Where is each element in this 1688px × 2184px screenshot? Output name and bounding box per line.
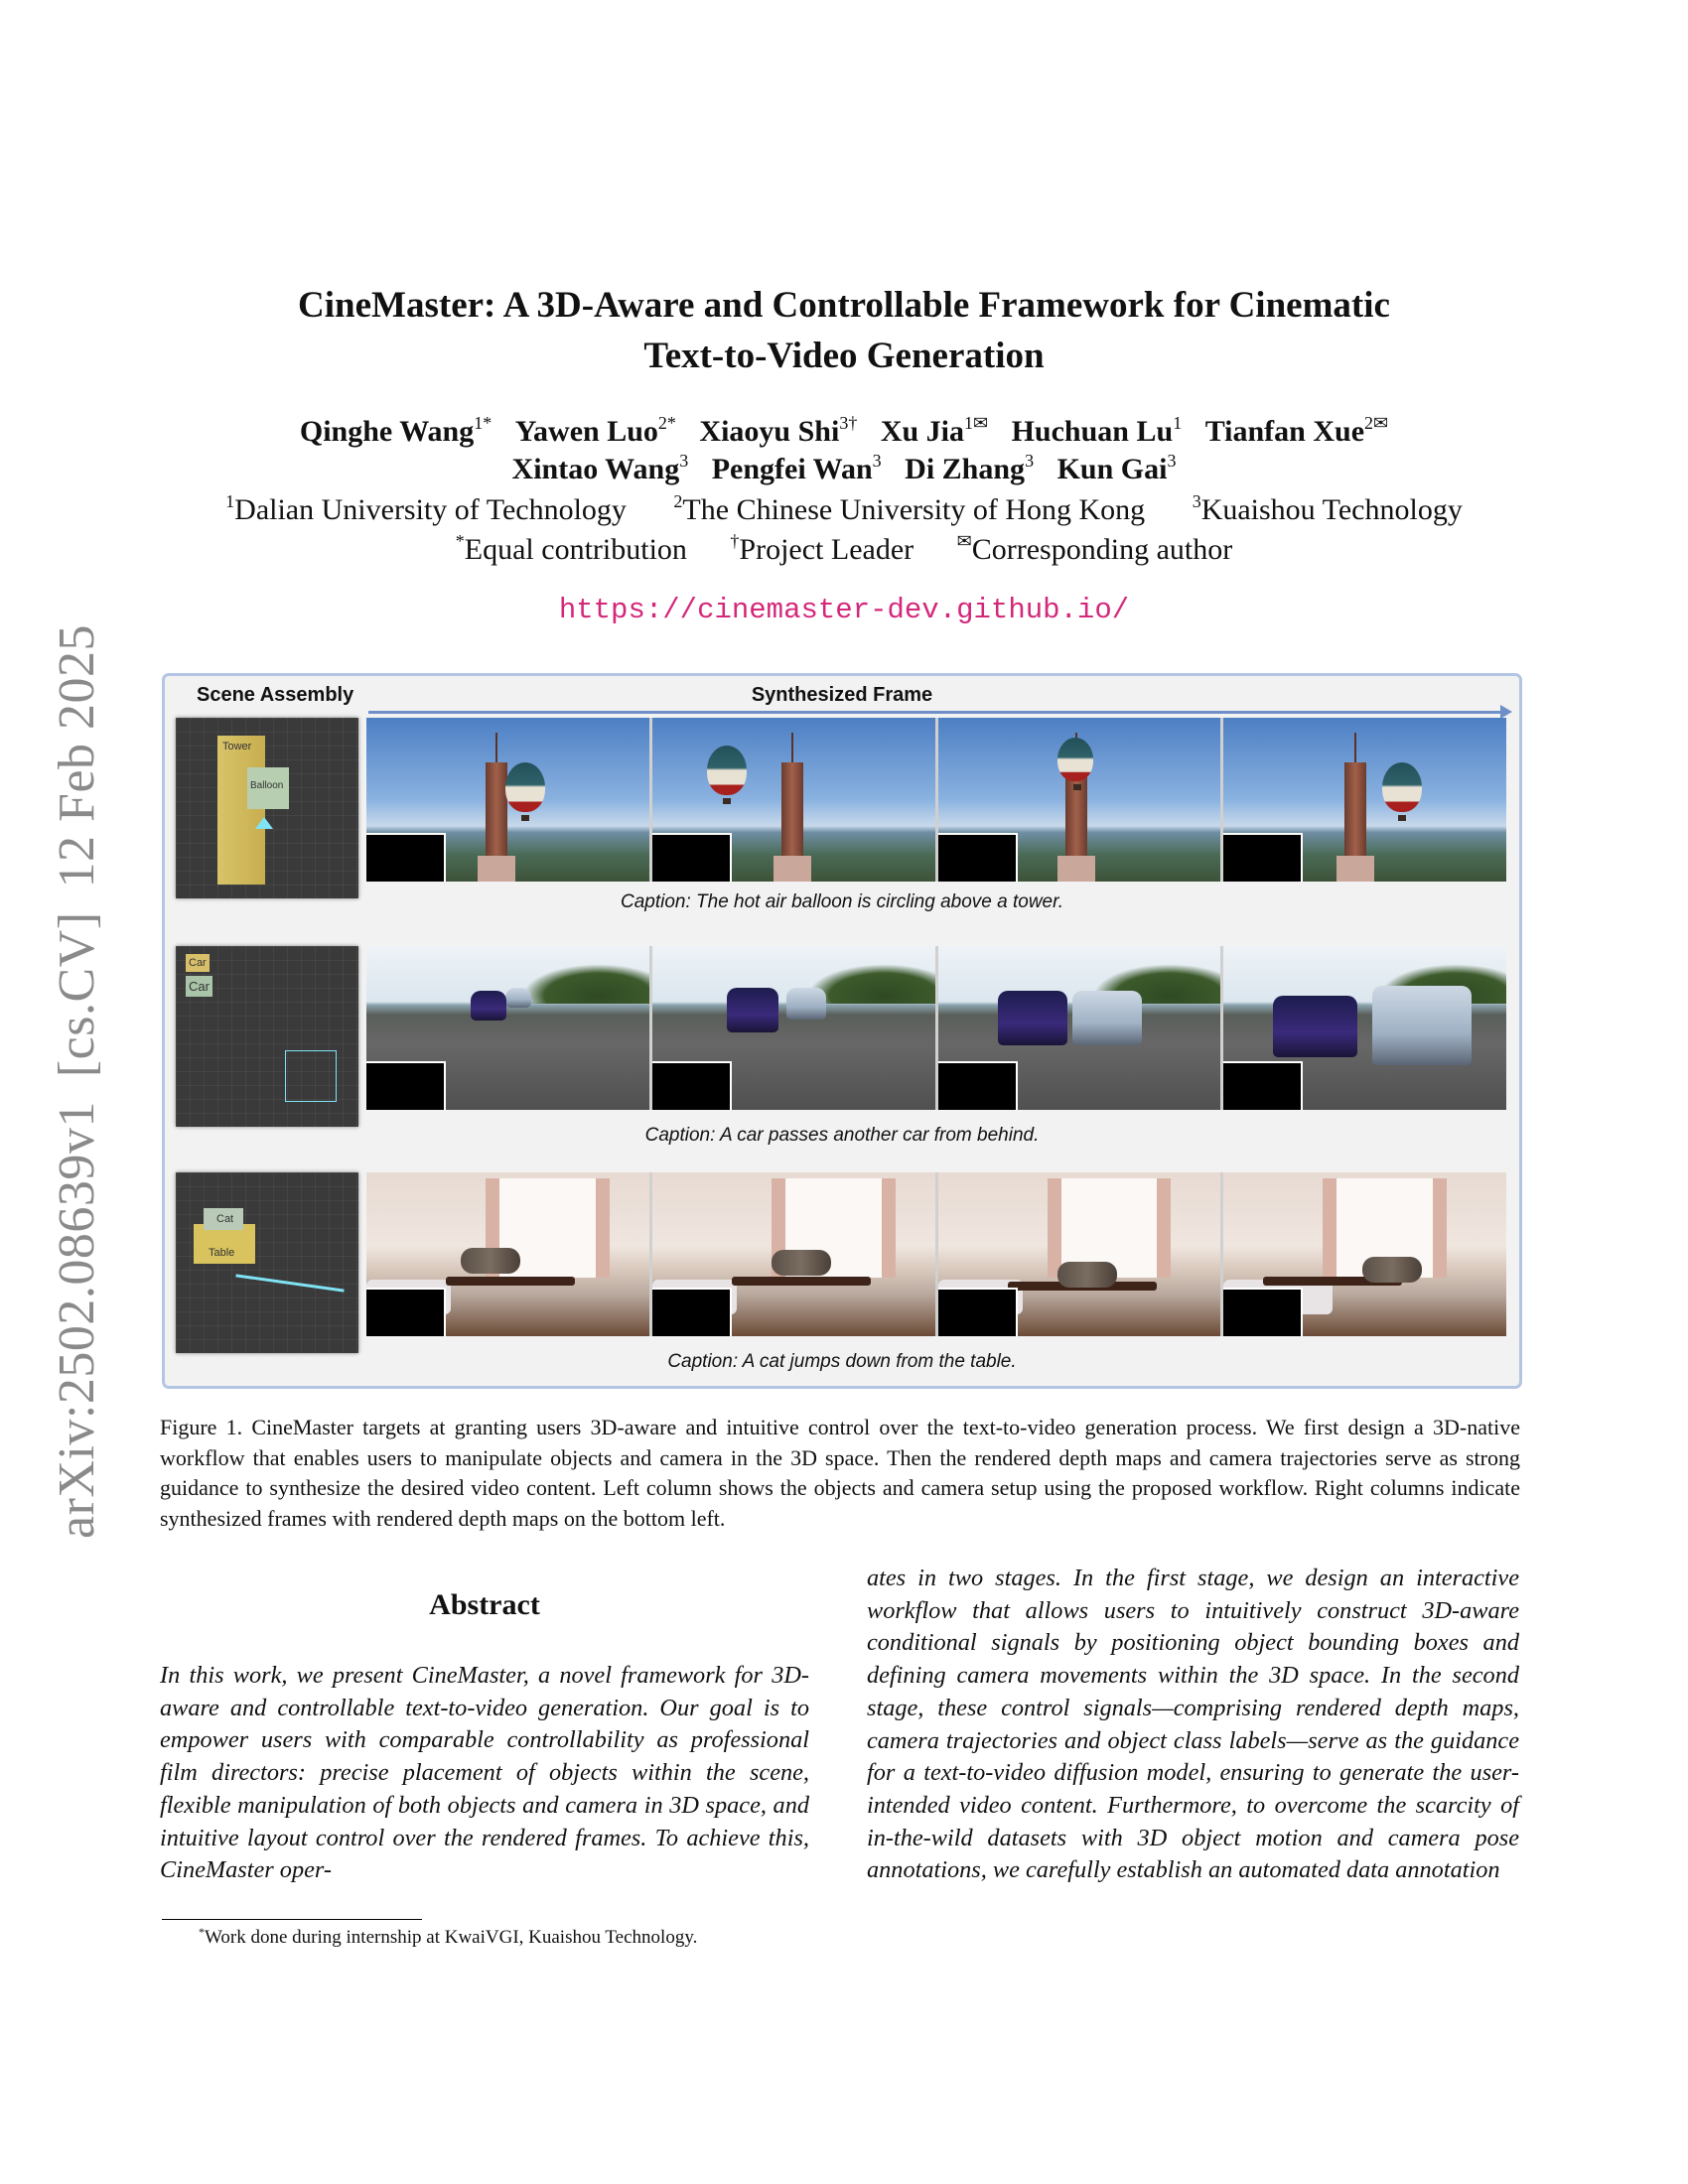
abstract-heading: Abstract xyxy=(429,1588,540,1621)
synthesized-frame xyxy=(366,718,649,882)
figure-label: Figure 1. xyxy=(160,1415,243,1439)
figure-1 xyxy=(162,673,1522,1389)
figure-caption xyxy=(160,1413,1520,1534)
synthesized-frame xyxy=(938,946,1221,1110)
depth-map-inset xyxy=(1223,833,1303,882)
synthesized-frame xyxy=(1223,1172,1506,1336)
project-url-link[interactable]: https://cinemaster-dev.github.io/ xyxy=(558,594,1130,626)
author: Xiaoyu Shi$^{3\dagger}$ xyxy=(699,413,858,448)
paper-title xyxy=(0,280,1688,381)
depth-map-inset xyxy=(652,833,732,882)
depth-map-inset xyxy=(652,1288,732,1336)
synthesized-frame xyxy=(652,946,935,1110)
author: Tianfan Xue$^{2✉}$ xyxy=(1204,413,1389,448)
authors-line-2 xyxy=(0,451,1688,488)
synthesized-frame xyxy=(366,946,649,1110)
scene-label: Tower xyxy=(222,741,252,752)
authors-line-1 xyxy=(0,413,1688,451)
scene-label: Balloon xyxy=(250,780,284,791)
synthesized-frame xyxy=(938,1172,1221,1336)
note-corresponding-author: ✉Corresponding author xyxy=(956,531,1233,566)
row-caption: Caption: A car passes another car from behind. xyxy=(644,1125,1040,1146)
frame-strip xyxy=(366,1172,1506,1336)
depth-map-inset xyxy=(938,833,1018,882)
author: Xu Jia$^{1✉}$ xyxy=(880,413,989,448)
title-line-2: Text-to-Video Generation xyxy=(643,336,1045,376)
time-arrow-icon xyxy=(368,711,1500,714)
abstract-right-column: ates in two stages. In the first stage, we design an interactive workflow that allows users to intuitively construct 3D-aware conditional signals by positioning object bounding boxes and defining camera movements within the 3D space. In the second stage, these control signals—comprising rendered depth maps, camera trajectories and object class labels—serve as the guidance for a text-to-video diffusion model, ensuring to generate the user-intended video content. Furthermore, to overcome the scarcity of in-the-wild datasets with 3D object motion and camera pose annotations, we carefully establish an automated data annotation xyxy=(867,1565,1519,1884)
depth-map-inset xyxy=(366,1288,446,1336)
figure-caption-text: CineMaster targets at granting users 3D-aware and intuitive control over the text-to-video generation process. We first design a 3D-native workflow that enables users to manipulate objects and camera in the 3D space. Then the rendered depth maps and camera trajectories serve as strong guidance to synthesize the desired video content. Left column shows the objects and camera setup using the proposed workflow. Right columns indicate synthesized frames with rendered depth maps on the bottom left. xyxy=(160,1415,1520,1531)
camera-icon xyxy=(255,817,273,829)
note-project-leader: †Project Leader xyxy=(730,531,914,566)
row-caption: Caption: A cat jumps down from the table. xyxy=(667,1351,1017,1372)
synthesized-frame-header: Synthesized Frame xyxy=(751,684,933,706)
author-notes xyxy=(0,531,1688,569)
depth-map-inset xyxy=(366,833,446,882)
depth-map-inset xyxy=(366,1061,446,1110)
arxiv-date: 12 Feb 2025 xyxy=(49,623,105,888)
scene-label: Car xyxy=(186,976,212,997)
affiliation: $^3$Kuaishou Technology xyxy=(1192,491,1463,526)
scene-assembly-thumbnail xyxy=(176,718,358,898)
author: Xintao Wang$^3$ xyxy=(511,451,689,485)
footnote-divider xyxy=(162,1919,422,1920)
affiliation: $^1$Dalian University of Technology xyxy=(225,491,627,526)
abstract-left-column: In this work, we present CineMaster, a novel framework for 3D-aware and controllable text-to-video generation. Our goal is to empower users with comparable controllability as professional film directors: precise placement of objects within the scene, flexible manipulation of both objects and camera in 3D space, and intuitive layout control over the rendered frames. To achieve this, CineMaster oper- xyxy=(160,1662,809,1884)
depth-map-inset xyxy=(938,1061,1018,1110)
scene-label: Car xyxy=(186,954,210,972)
arxiv-id: arXiv:2502.08639v1 xyxy=(49,1101,105,1539)
title-line-1: CineMaster: A 3D-Aware and Controllable Framework for Cinematic xyxy=(298,285,1390,326)
author: Kun Gai$^3$ xyxy=(1056,451,1177,485)
author: Qinghe Wang$^{1*}$ xyxy=(299,413,492,448)
depth-map-inset xyxy=(1223,1061,1303,1110)
scene-assembly-header: Scene Assembly xyxy=(197,684,354,706)
author: Yawen Luo$^{2*}$ xyxy=(514,413,676,448)
author-list xyxy=(0,413,1688,488)
frame-strip xyxy=(366,946,1506,1110)
synthesized-frame xyxy=(366,1172,649,1336)
arxiv-category: [cs.CV] xyxy=(49,911,105,1078)
depth-map-inset xyxy=(1223,1288,1303,1336)
scene-label: Table xyxy=(209,1247,235,1259)
synthesized-frame xyxy=(652,718,935,882)
scene-assembly-thumbnail xyxy=(176,1172,358,1353)
affiliation: $^2$The Chinese University of Hong Kong xyxy=(673,491,1146,526)
depth-map-inset xyxy=(652,1061,732,1110)
tower-box-icon xyxy=(217,736,265,885)
author: Di Zhang$^3$ xyxy=(905,451,1035,485)
row-caption: Caption: The hot air balloon is circling above a tower. xyxy=(620,891,1064,912)
author: Huchuan Lu$^1$ xyxy=(1011,413,1183,448)
synthesized-frame xyxy=(652,1172,935,1336)
camera-trajectory-icon xyxy=(285,1050,337,1102)
depth-map-inset xyxy=(938,1288,1018,1336)
affiliations xyxy=(0,491,1688,529)
synthesized-frame xyxy=(938,718,1221,882)
arxiv-stamp xyxy=(48,601,106,1539)
synthesized-frame xyxy=(1223,946,1506,1110)
synthesized-frame xyxy=(1223,718,1506,882)
scene-assembly-thumbnail xyxy=(176,946,358,1127)
footnote: *Work done during internship at KwaiVGI, Kuaishou Technology. xyxy=(199,1925,698,1948)
frame-strip xyxy=(366,718,1506,882)
camera-path-arrow-icon xyxy=(235,1274,344,1292)
author: Pengfei Wan$^3$ xyxy=(711,451,882,485)
note-equal-contribution: *Equal contribution xyxy=(455,531,687,566)
scene-label: Cat xyxy=(216,1213,234,1225)
